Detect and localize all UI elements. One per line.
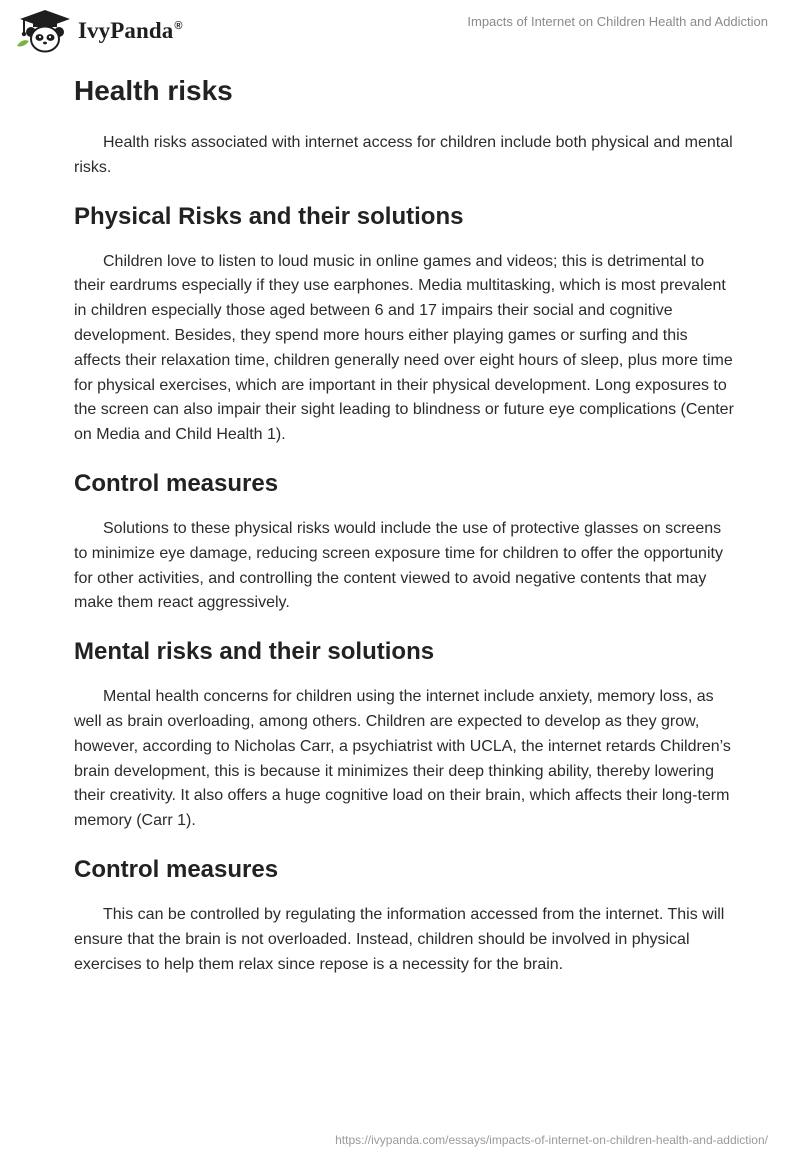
registered-mark: ®: [174, 20, 183, 33]
section-paragraph-health-risks: Health risks associated with internet access for children include both physical and mental risks.: [74, 134, 733, 176]
section-heading-control-measures-2: Control measures: [74, 855, 279, 883]
source-url[interactable]: https://ivypanda.com/essays/impacts-of-internet-on-children-health-and-addiction/: [335, 1133, 768, 1147]
section-heading-mental-risks: Mental risks and their solutions: [74, 638, 435, 666]
logo[interactable]: [14, 8, 183, 54]
section-heading-physical-risks: Physical Risks and their solutions: [74, 202, 464, 230]
panda-graduate-icon: [14, 8, 76, 54]
section-paragraph-mental-risks: Mental health concerns for children using the internet include anxiety, memory loss, as well as brain overloading, among others. Children are expected to develop as they grow, however, according to Nicholas Carr, a psychiatrist with UCLA, the internet retards Children’s brain development, this is because it minimizes their deep thinking ability, thereby lowering their creativity. It also offers a huge cognitive load on their brain, which affects their long-term memory (Carr 1).: [74, 688, 731, 830]
section-paragraph-control-measures-1: Solutions to these physical risks would include the use of protective glasses on screens to minimize eye damage, reducing screen exposure time for children to offer the opportunity for other activities, and controlling the content viewed to avoid negative contents that may make them react aggressively.: [74, 519, 723, 612]
logo-text: IvyPanda®: [78, 18, 183, 43]
section-heading-health-risks: Health risks: [74, 75, 233, 106]
essay-content: [74, 70, 734, 977]
section-paragraph-physical-risks: Children love to listen to loud music in online games and videos; this is detrimental to their eardrums especially if they use earphones. Media multitasking, which is most prevalent in children especially those aged between 6 and 17 impairs their social and cognitive development. Besides, they spend more hours either playing games or surfing and this affects their relaxation time, children generally need over eight hours of sleep, plus more time for physical exercises, which are important in their physical development. Long exposures to the screen can also impair their sight leading to blindness or future eye complications (Center on Media and Child Health 1).: [74, 252, 734, 444]
document-title: Impacts of Internet on Children Health and Addiction: [467, 14, 768, 29]
section-heading-control-measures-1: Control measures: [74, 469, 279, 497]
section-paragraph-control-measures-2: This can be controlled by regulating the information accessed from the internet. This will ensure that the brain is not overloaded. Instead, children should be involved in physical exercises to help them relax since repose is a necessity for the brain.: [74, 905, 725, 973]
